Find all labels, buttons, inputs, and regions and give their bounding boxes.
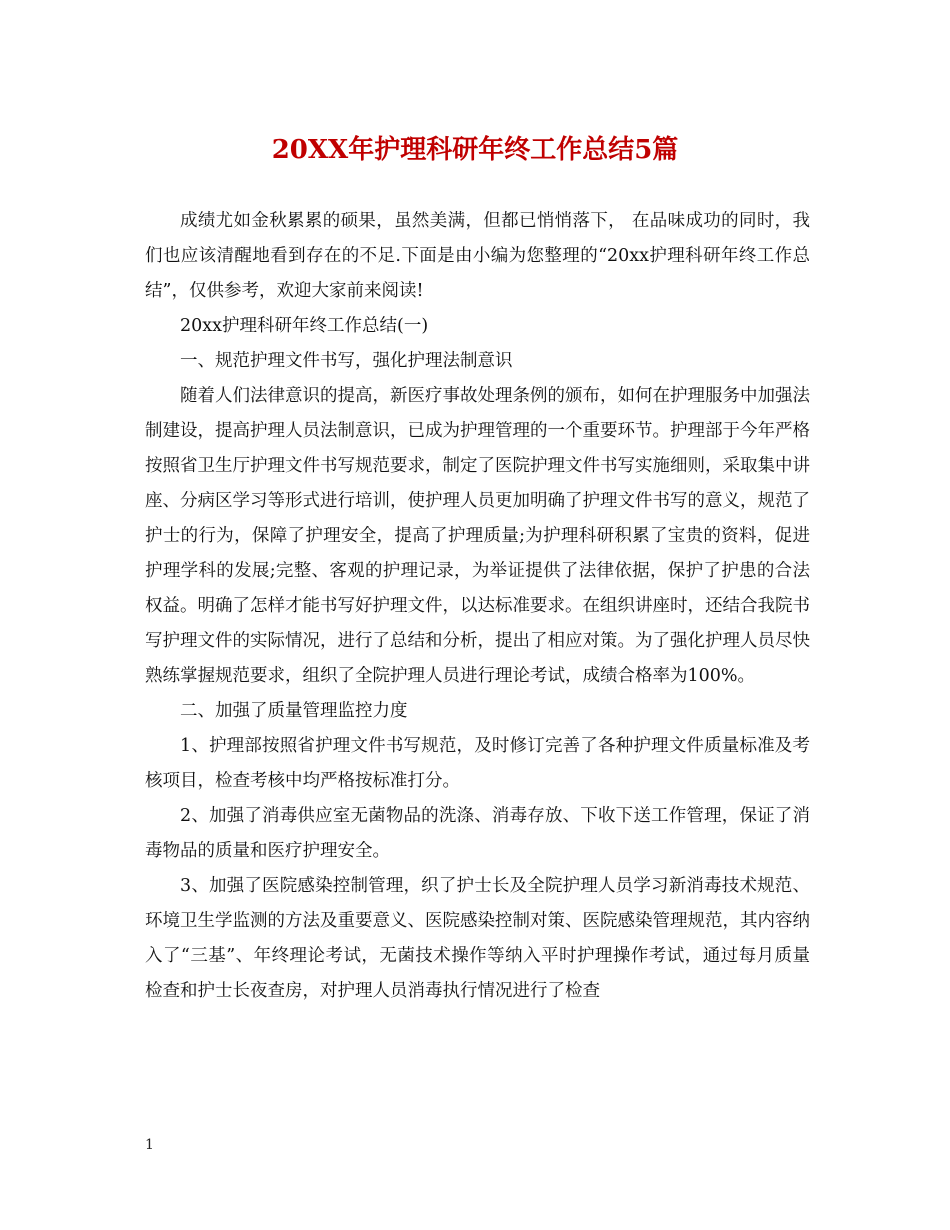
subheading-quality-control: 二、加强了质量管理监控力度 xyxy=(180,701,408,721)
document-title: 20XX年护理科研年终工作总结5篇 xyxy=(271,135,679,165)
page-number: 1 xyxy=(145,1137,154,1153)
list-item-3: 3、加强了医院感染控制管理，织了护士长及全院护理人员学习新消毒技术规范、环境卫生学监测的方法及重要意义、医院感染控制对策、医院感染管理规范，其内容纳入了“三基”、年终理论考试，无菌技术操作等纳入平时护理操作考试，通过每月质量检查和护士长夜查房，对护理人员消毒执行情况进行了检查 xyxy=(145,876,810,1001)
body-paragraph-legal-awareness: 随着人们法律意识的提高，新医疗事故处理条例的颁布，如何在护理服务中加强法制建设，提高护理人员法制意识，已成为护理管理的一个重要环节。护理部于今年严格按照省卫生厅护理文件书写规范要求，制定了医院护理文件书写实施细则，采取集中讲座、分病区学习等形式进行培训，使护理人员更加明确了护理文件书写的意义，规范了护士的行为，保障了护理安全，提高了护理质量;为护理科研积累了宝贵的资料，促进护理学科的发展;完整、客观的护理记录，为举证提供了法律依据，保护了护患的合法权益。明确了怎样才能书写好护理文件，以达标准要求。在组织讲座时，还结合我院书写护理文件的实际情况，进行了总结和分析，提出了相应对策。为了强化护理人员尽快熟练掌握规范要求，组织了全院护理人员进行理论考试，成绩合格率为100%。 xyxy=(145,386,810,686)
section-heading-part-one: 20xx护理科研年终工作总结(一) xyxy=(180,316,429,336)
list-item-2: 2、加强了消毒供应室无菌物品的洗涤、消毒存放、下收下送工作管理，保证了消毒物品的质量和医疗护理安全。 xyxy=(145,806,810,861)
intro-paragraph: 成绩尤如金秋累累的硕果，虽然美满，但都已悄悄落下， 在品味成功的同时，我们也应该清醒地看到存在的不足.下面是由小编为您整理的“20xx护理科研年终工作总结”，仅供参考，欢迎大家前来阅读! xyxy=(145,211,810,301)
document-body xyxy=(145,204,810,1009)
list-item-1: 1、护理部按照省护理文件书写规范，及时修订完善了各种护理文件质量标准及考核项目，检查考核中均严格按标准打分。 xyxy=(145,736,810,791)
subheading-nursing-documents: 一、规范护理文件书写，强化护理法制意识 xyxy=(180,351,513,371)
